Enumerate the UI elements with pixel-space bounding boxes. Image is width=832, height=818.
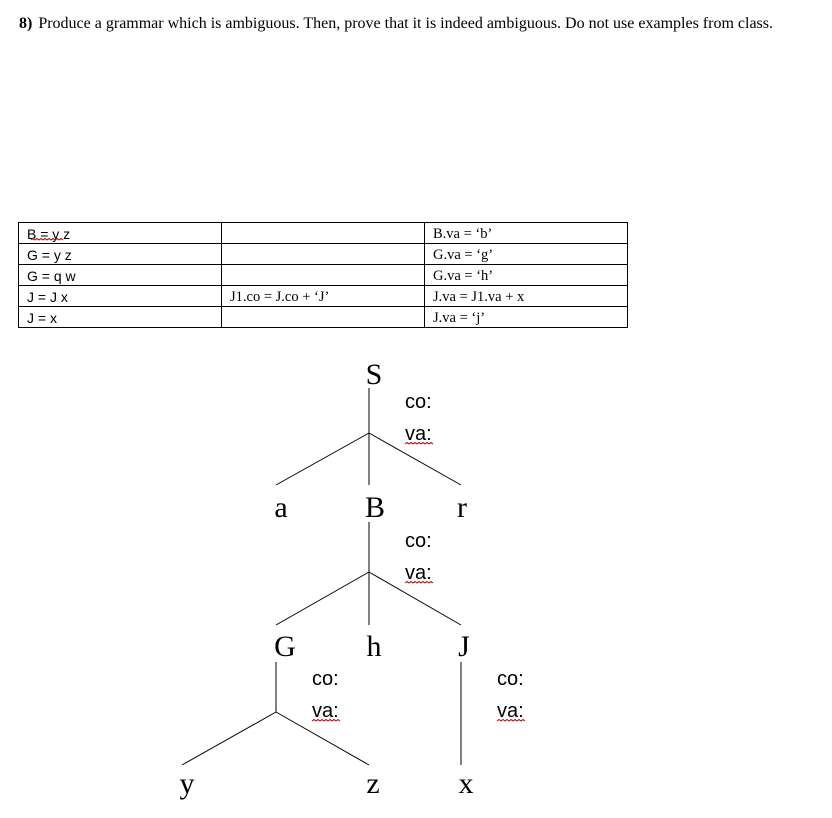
attr-co-J: co: (497, 668, 524, 690)
edge-B-G (276, 572, 369, 625)
production-cell: B = y z (19, 223, 222, 244)
node-r: r (457, 491, 467, 524)
edge-G-y (182, 712, 276, 765)
co-rule-cell: J1.co = J.co + ‘J’ (222, 286, 425, 307)
grammar-table (18, 222, 628, 328)
attr-co-B: co: (405, 530, 432, 552)
va-rule-cell: J.va = J1.va + x (425, 286, 628, 307)
co-rule-cell (222, 244, 425, 265)
production-cell: G = q w (19, 265, 222, 286)
question-number: 8) (19, 15, 33, 32)
node-G: G (274, 630, 296, 663)
attr-co-G: co: (312, 668, 339, 690)
production-cell: J = J x (19, 286, 222, 307)
attr-va-G: va: (312, 700, 339, 722)
node-y: y (179, 767, 195, 800)
parse-tree (0, 340, 832, 818)
co-rule-cell (222, 223, 425, 244)
table-row (19, 286, 628, 307)
production-cell: J = x (19, 307, 222, 328)
node-a: a (274, 491, 288, 524)
attr-va-S: va: (405, 423, 432, 445)
table-row (19, 265, 628, 286)
node-S: S (365, 358, 383, 391)
va-rule-cell: G.va = ‘g’ (425, 244, 628, 265)
va-rule-cell: B.va = ‘b’ (425, 223, 628, 244)
table-row (19, 244, 628, 265)
production-cell: G = y z (19, 244, 222, 265)
node-z: z (366, 767, 380, 800)
attr-co-S: co: (405, 391, 432, 413)
va-rule-cell: G.va = ‘h’ (425, 265, 628, 286)
attr-va-B: va: (405, 562, 432, 584)
question-text (19, 14, 819, 33)
question-body: Produce a grammar which is ambiguous. Then, prove that it is indeed ambiguous. Do not use examples from class. (38, 15, 773, 32)
edge-S-a (276, 433, 369, 485)
node-B: B (364, 491, 386, 524)
node-J: J (458, 630, 470, 663)
co-rule-cell (222, 307, 425, 328)
node-x: x (458, 767, 474, 800)
co-rule-cell (222, 265, 425, 286)
table-row (19, 223, 628, 244)
va-rule-cell: J.va = ‘j’ (425, 307, 628, 328)
node-h: h (366, 630, 382, 663)
table-row (19, 307, 628, 328)
attr-va-J: va: (497, 700, 524, 722)
spellcheck-squiggle (30, 238, 70, 243)
